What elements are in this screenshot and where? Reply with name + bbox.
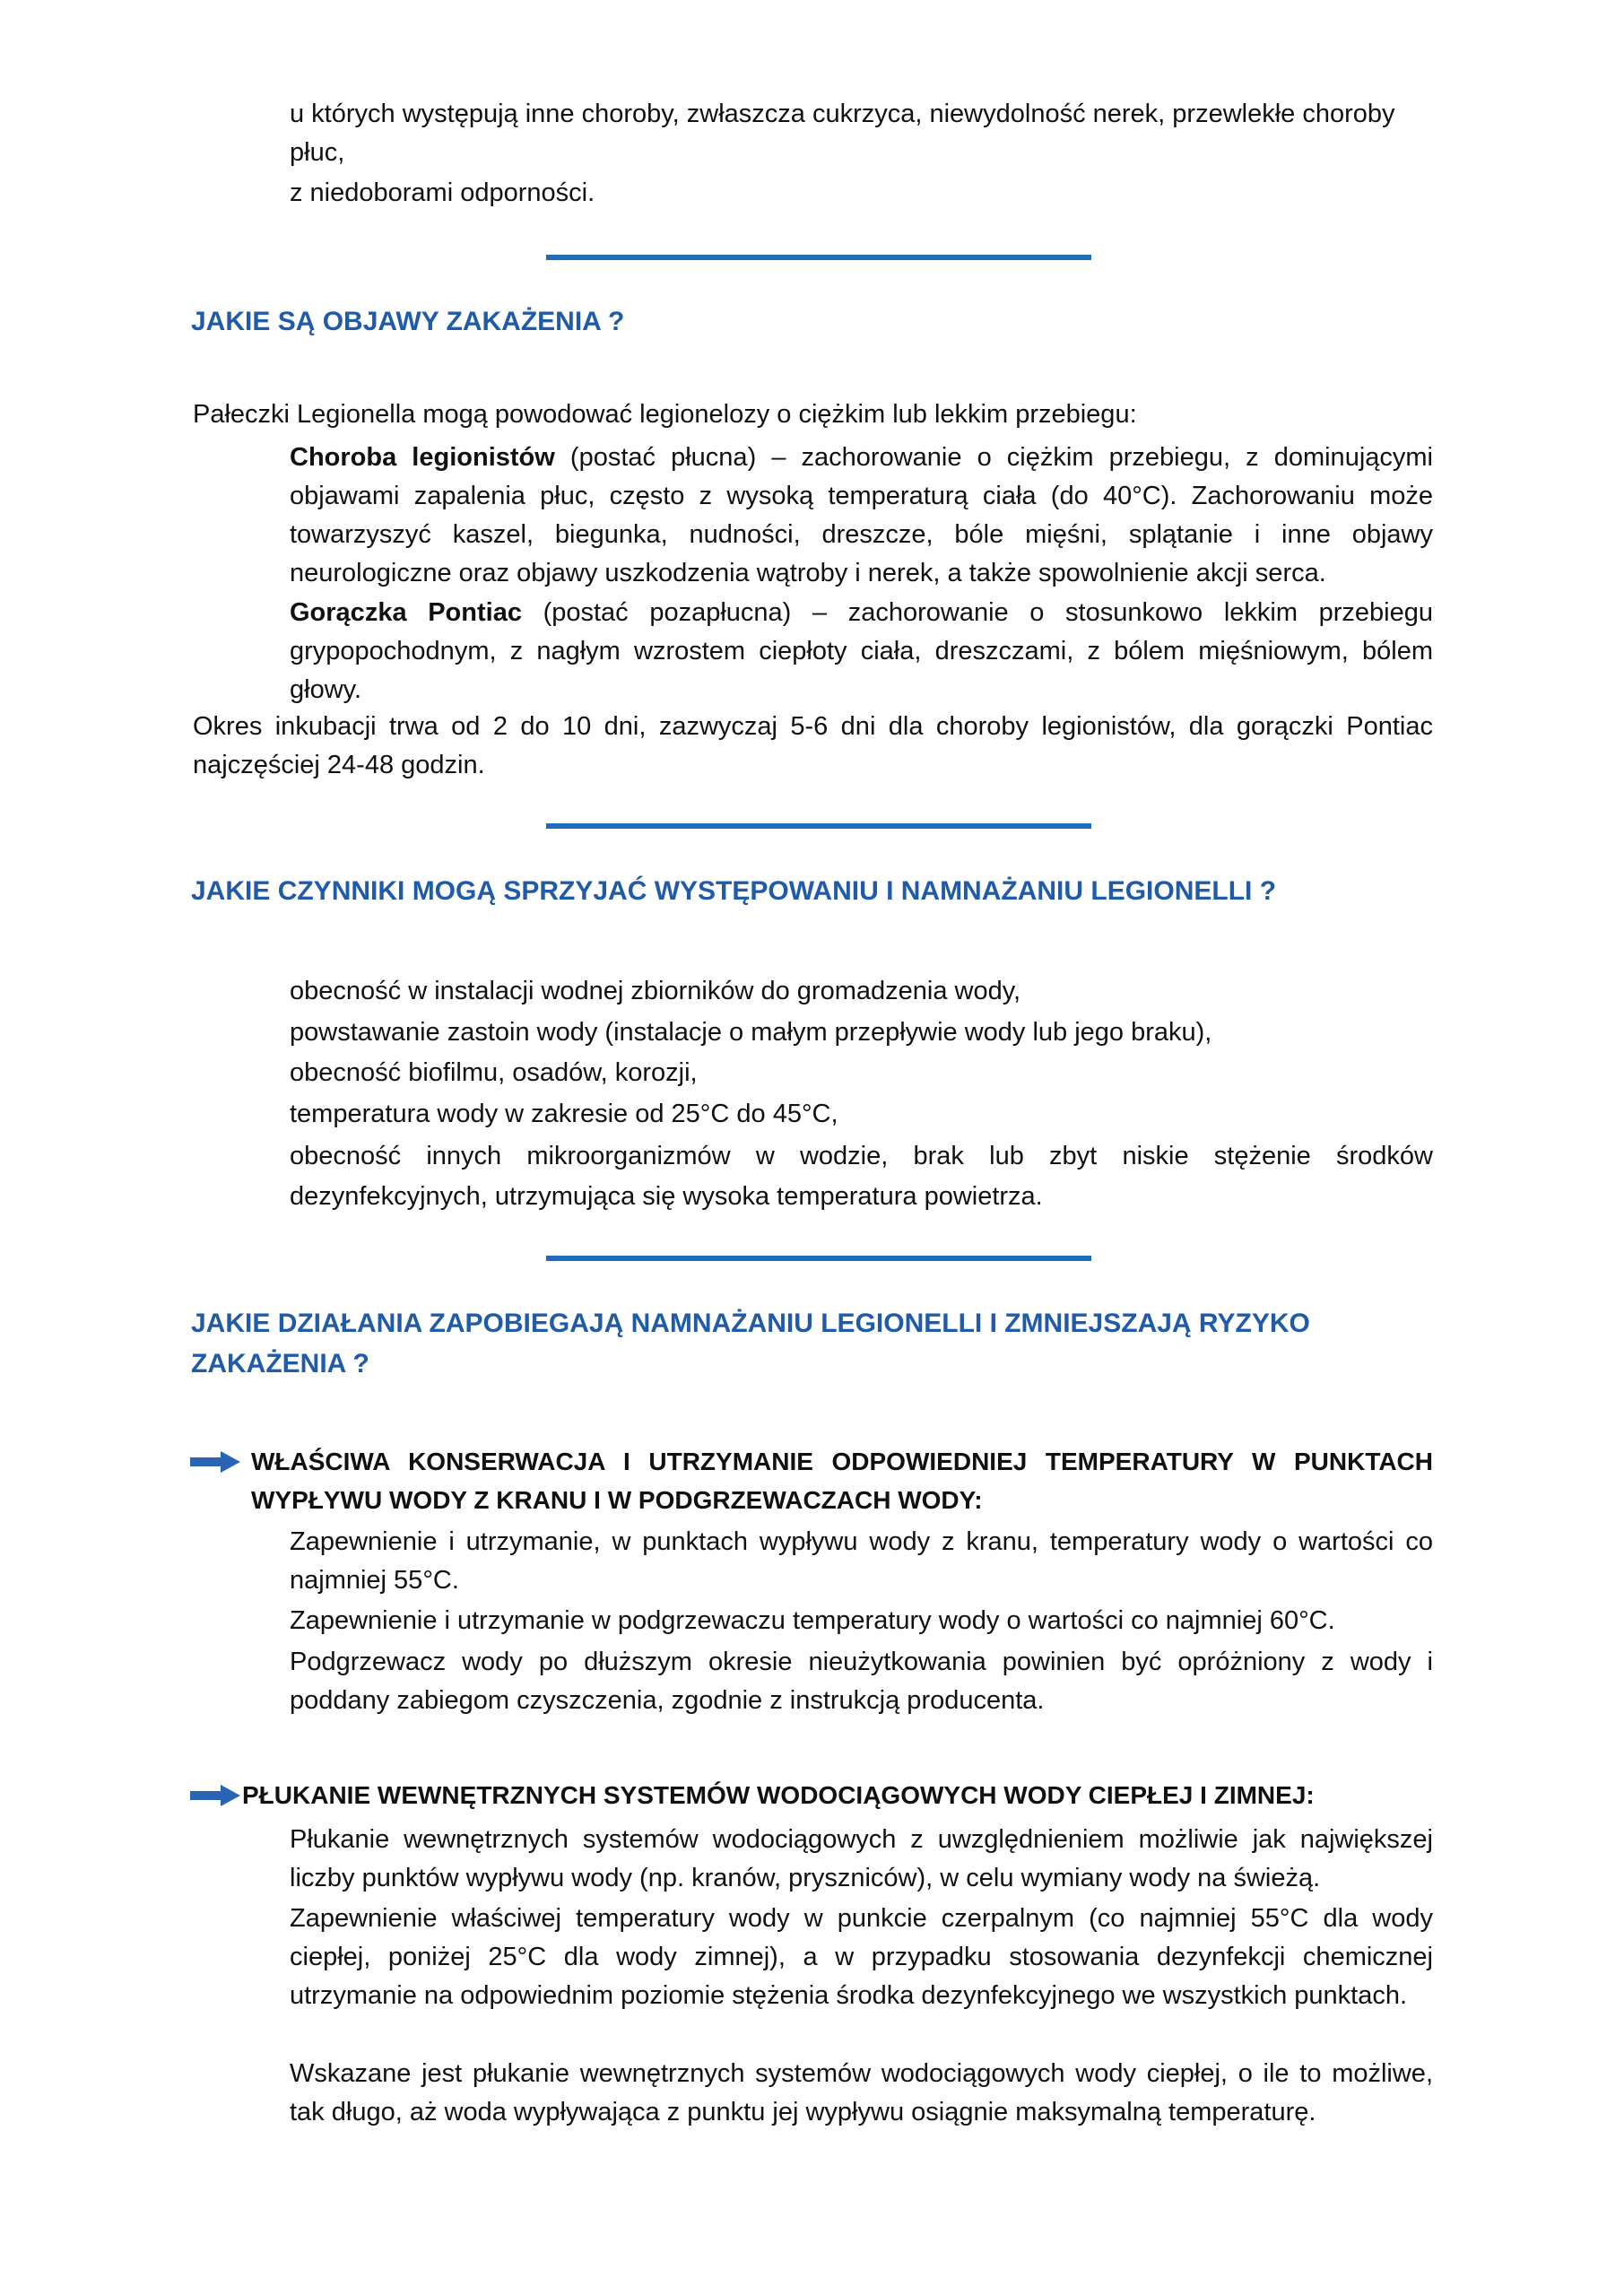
factor-item: obecność w instalacji wodnej zbiorników do gromadzenia wody, — [290, 977, 1021, 1005]
incubation-paragraph: Okres inkubacji trwa od 2 do 10 dni, zazwyczaj 5-6 dni dla choroby legionistów, dla gorączki Pontiac najczęściej 24-48 godzin. — [193, 712, 1433, 779]
heading-risk-factors: JAKIE CZYNNIKI MOGĄ SPRZYJAĆ WYSTĘPOWANIU I NAMNAŻANIU LEGIONELLI ? — [191, 876, 1277, 906]
flushing-paragraph: Wskazane jest płukanie wewnętrznych systemów wodociągowych wody ciepłej, o ile to możliwe, tak długo, aż woda wypływająca z punktu jej wypływu osiągnie maksymalną temperaturę. — [290, 2059, 1433, 2126]
heading-prevention-line-2: ZAKAŻENIA ? — [191, 1349, 369, 1378]
section-divider — [546, 823, 1091, 829]
arrow-right-icon — [190, 1451, 240, 1473]
legionnaires-disease-paragraph — [290, 439, 1433, 593]
section-divider — [546, 255, 1091, 260]
flushing-paragraph: Zapewnienie właściwej temperatury wody w punkcie czerpalnym (co najmniej 55°C dla wody ciepłej, poniżej 25°C dla wody zimnej), a w przypadku stosowania dezynfekcji chemicznej utrzymanie na odpowiednim poziomie stężenia środka dezynfekcyjnego we wszystkich punktach. — [290, 1904, 1433, 2010]
factor-item: powstawanie zastoin wody (instalacje o małym przepływie wody lub jego braku), — [290, 1018, 1212, 1047]
factor-item: obecność innych mikroorganizmów w wodzie, brak lub zbyt niskie stężenie środków dezynfekcyjnych, utrzymująca się wysoka temperatura powietrza. — [290, 1142, 1433, 1211]
intro-line-2: z niedoborami odporności. — [290, 178, 595, 207]
arrow-right-icon — [190, 1785, 240, 1806]
subheading-temperature-maintenance: WŁAŚCIWA KONSERWACJA I UTRZYMANIE ODPOWIEDNIEJ TEMPERATURY W PUNKTACH WYPŁYWU WODY Z KRANU I W PODGRZEWACZACH WODY: — [251, 1448, 1433, 1514]
section-divider — [546, 1256, 1091, 1261]
pontiac-fever-paragraph — [290, 594, 1433, 709]
intro-line-1: u których występują inne choroby, zwłaszcza cukrzyca, niewydolność nerek, przewlekłe choroby płuc, — [290, 100, 1395, 167]
heading-prevention-line-1: JAKIE DZIAŁANIA ZAPOBIEGAJĄ NAMNAŻANIU LEGIONELLI I ZMNIEJSZAJĄ RYZYKO — [191, 1309, 1310, 1338]
factor-item: obecność biofilmu, osadów, korozji, — [290, 1058, 698, 1087]
legionnaires-disease-term: Choroba legionistów — [290, 443, 555, 472]
temperature-paragraph: Podgrzewacz wody po dłuższym okresie nieużytkowania powinien być opróżniony z wody i poddany zabiegom czyszczenia, zgodnie z instrukcją producenta. — [290, 1648, 1433, 1715]
temperature-paragraph: Zapewnienie i utrzymanie w podgrzewaczu temperatury wody o wartości co najmniej 60°C. — [290, 1606, 1335, 1635]
heading-prevention — [191, 1303, 1446, 1384]
legionnaires-disease-text: (postać płucna) – zachorowanie o ciężkim przebiegu, z dominującymi objawami zapalenia płuc, często z wysoką temperaturą ciała (do 40°C). Zachorowaniu może towarzyszyć kaszel, biegunka, nudności, dreszcze, bóle mięśni, splątanie i inne objawy neurologiczne oraz objawy uszkodzenia wątroby i nerek, a także spowolnienie akcji serca. — [290, 443, 1433, 587]
heading-symptoms: JAKIE SĄ OBJAWY ZAKAŻENIA ? — [191, 307, 625, 336]
temperature-paragraph: Zapewnienie i utrzymanie, w punktach wypływu wody z kranu, temperatury wody o wartości co najmniej 55°C. — [290, 1527, 1433, 1595]
symptoms-intro: Pałeczki Legionella mogą powodować legionelozy o ciężkim lub lekkim przebiegu: — [193, 400, 1137, 429]
factor-item: temperatura wody w zakresie od 25°C do 45°C, — [290, 1100, 838, 1128]
subheading-flushing-systems: PŁUKANIE WEWNĘTRZNYCH SYSTEMÓW WODOCIĄGOWYCH WODY CIEPŁEJ I ZIMNEJ: — [242, 1781, 1315, 1809]
flushing-paragraph: Płukanie wewnętrznych systemów wodociągowych z uwzględnieniem możliwie jak największej liczby punktów wypływu wody (np. kranów, pryszniców), w celu wymiany wody na świeżą. — [290, 1825, 1433, 1892]
pontiac-fever-term: Gorączka Pontiac — [290, 598, 522, 627]
pontiac-fever-text: (postać pozapłucna) – zachorowanie o stosunkowo lekkim przebiegu grypopochodnym, z nagłym wzrostem ciepłoty ciała, dreszczami, z bólem mięśniowym, bólem głowy. — [290, 598, 1433, 704]
